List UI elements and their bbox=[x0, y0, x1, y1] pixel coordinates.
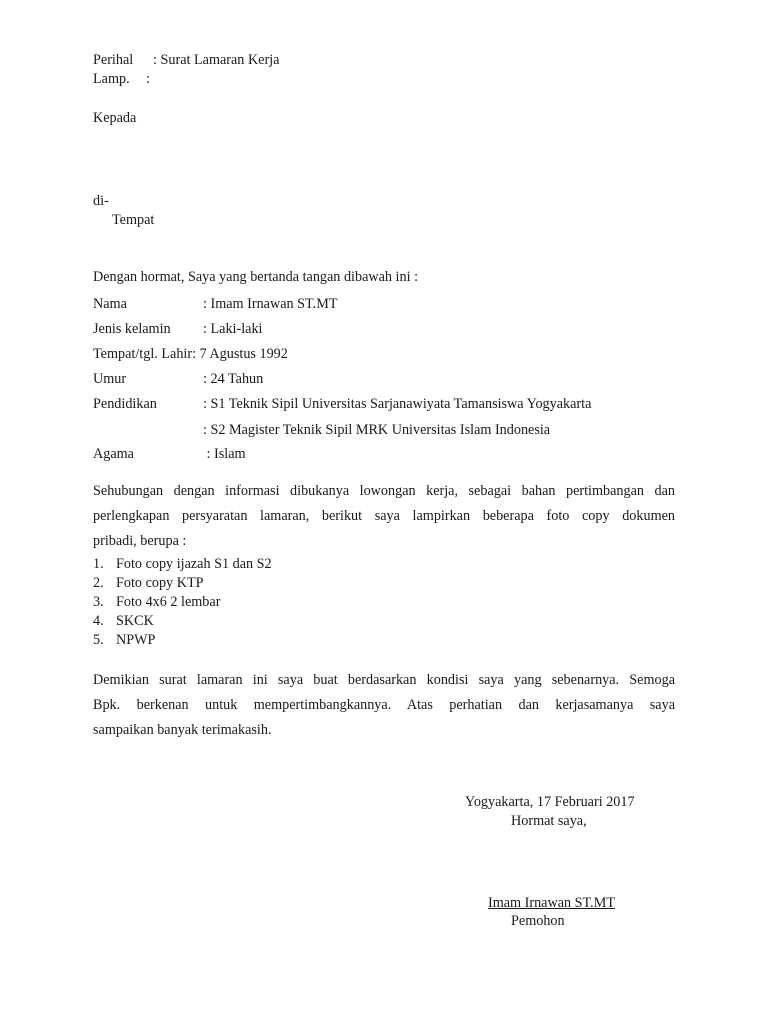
list-item bbox=[93, 556, 272, 573]
paragraph-line: Sehubungan dengan informasi dibukanya lowongan kerja, sebagai bahan pertimbangan dan bbox=[93, 483, 675, 499]
paragraph-closing bbox=[93, 668, 675, 743]
paragraph-line: Demikian surat lamaran ini saya buat berdasarkan kondisi saya yang sebenarnya. Semoga bbox=[93, 672, 675, 688]
identity-row-education-2 bbox=[93, 422, 550, 439]
list-number: 5. bbox=[93, 632, 104, 648]
list-number: 2. bbox=[93, 575, 104, 591]
recipient-place: Tempat bbox=[112, 212, 155, 228]
regards-text: Hormat saya, bbox=[511, 813, 587, 829]
identity-label: Tempat/tgl. Lahir: bbox=[93, 346, 197, 362]
identity-value: : 24 Tahun bbox=[203, 371, 264, 387]
identity-value: 7 Agustus 1992 bbox=[199, 346, 288, 362]
list-text: Foto copy KTP bbox=[116, 575, 204, 591]
list-number: 3. bbox=[93, 594, 104, 610]
list-text: Foto copy ijazah S1 dan S2 bbox=[116, 556, 272, 572]
attachment-label: Lamp. bbox=[93, 71, 130, 87]
recipient-to: Kepada bbox=[93, 110, 137, 126]
identity-row-education bbox=[93, 396, 591, 413]
list-item bbox=[93, 575, 204, 592]
identity-row-name bbox=[93, 296, 337, 313]
subject-line bbox=[93, 52, 279, 69]
list-number: 1. bbox=[93, 556, 104, 572]
subject-value: : Surat Lamaran Kerja bbox=[153, 52, 280, 68]
identity-value: : S1 Teknik Sipil Universitas Sarjanawiyata Tamansiswa Yogyakarta bbox=[203, 396, 592, 412]
identity-value: : Laki-laki bbox=[203, 321, 263, 337]
attachment-value: : bbox=[146, 71, 150, 87]
list-item bbox=[93, 594, 220, 611]
signer-role: Pemohon bbox=[511, 913, 565, 929]
identity-label: Nama bbox=[93, 296, 127, 312]
paragraph-intro bbox=[93, 479, 675, 554]
list-text: NPWP bbox=[116, 632, 156, 648]
list-text: SKCK bbox=[116, 613, 154, 629]
identity-label: Jenis kelamin bbox=[93, 321, 171, 337]
recipient-di: di- bbox=[93, 193, 109, 209]
identity-row-religion bbox=[93, 446, 246, 463]
subject-label: Perihal bbox=[93, 52, 134, 68]
identity-label: Agama bbox=[93, 446, 134, 462]
signer-name: Imam Irnawan ST.MT bbox=[488, 895, 615, 911]
list-text: Foto 4x6 2 lembar bbox=[116, 594, 221, 610]
list-item bbox=[93, 632, 155, 649]
attachment-line bbox=[93, 71, 150, 88]
identity-value: : S2 Magister Teknik Sipil MRK Universitas Islam Indonesia bbox=[203, 422, 551, 438]
identity-row-birth bbox=[93, 346, 288, 363]
identity-label: Umur bbox=[93, 371, 127, 387]
identity-label: Pendidikan bbox=[93, 396, 157, 412]
identity-row-gender bbox=[93, 321, 263, 338]
identity-value: : Islam bbox=[203, 446, 246, 462]
list-item bbox=[93, 613, 154, 630]
identity-row-age bbox=[93, 371, 263, 388]
paragraph-line: perlengkapan persyaratan lamaran, berikut saya lampirkan beberapa foto copy dokumen bbox=[93, 508, 675, 524]
identity-value: : Imam Irnawan ST.MT bbox=[203, 296, 338, 312]
paragraph-line: pribadi, berupa : bbox=[93, 533, 187, 549]
place-date: Yogyakarta, 17 Februari 2017 bbox=[465, 794, 635, 810]
greeting-text: Dengan hormat, Saya yang bertanda tangan dibawah ini : bbox=[93, 269, 419, 285]
paragraph-line: Bpk. berkenan untuk mempertimbangkannya. Atas perhatian dan kerjasamanya saya bbox=[93, 697, 675, 713]
list-number: 4. bbox=[93, 613, 104, 629]
paragraph-line: sampaikan banyak terimakasih. bbox=[93, 722, 272, 738]
